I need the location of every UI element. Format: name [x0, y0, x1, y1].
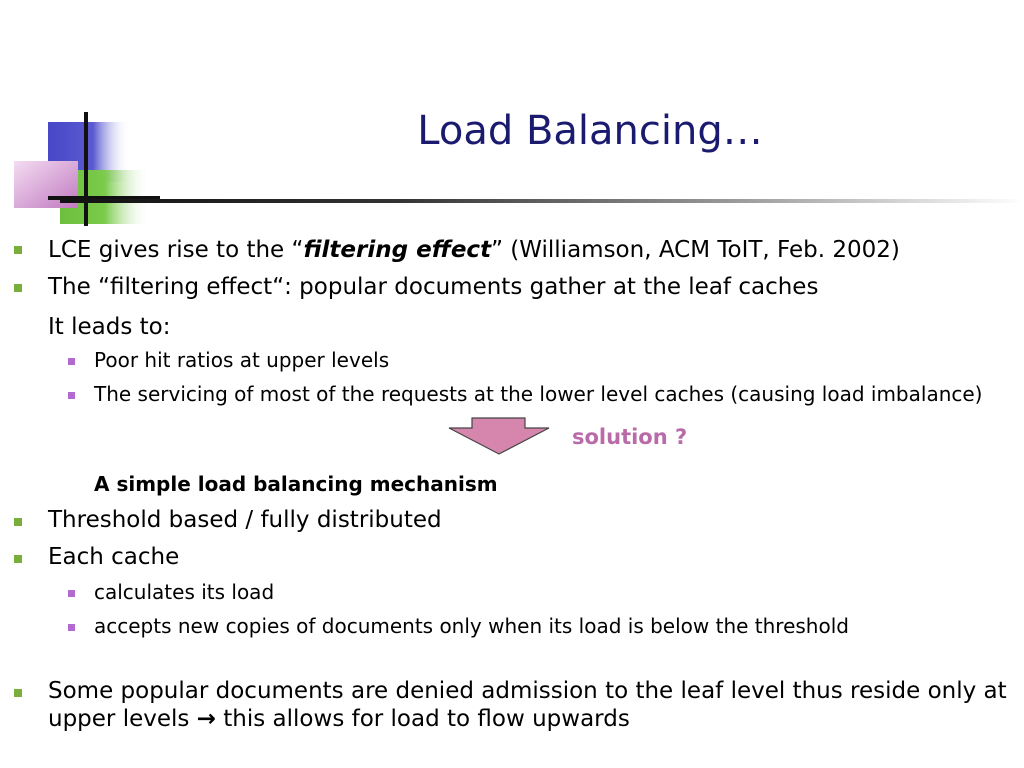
down-arrow-icon	[448, 417, 550, 455]
bullet-marker	[14, 284, 22, 292]
bullet-marker	[14, 555, 22, 563]
sub-bullet-calculates-load: calculates its load	[94, 580, 275, 604]
sub-bullet-marker	[68, 392, 75, 399]
bullet-text: ” (Williamson, ACM ToIT, Feb. 2002)	[491, 237, 900, 263]
bullet-continuation: It leads to:	[48, 314, 171, 340]
sub-bullet-marker	[68, 624, 75, 631]
sub-bullet-marker	[68, 358, 75, 365]
sub-bullet-marker	[68, 590, 75, 597]
bullet-text: LCE gives rise to the “	[48, 237, 304, 263]
right-arrow-icon: →	[196, 706, 216, 732]
filtering-effect-emphasis: filtering effect	[303, 237, 492, 263]
solution-label: solution ?	[572, 425, 688, 449]
slide-title: Load Balancing…	[417, 108, 763, 154]
bullet-text: Some popular documents are denied admission to the leaf level thus reside only at upper levels	[48, 678, 1007, 732]
bullet-marker	[14, 518, 22, 526]
sub-bullet-accepts-copies: accepts new copies of documents only when its load is below the threshold	[94, 614, 849, 638]
sub-bullet-servicing-requests: The servicing of most of the requests at the lower level caches (causing load imbalance)	[94, 382, 983, 406]
bullet-marker	[14, 689, 22, 697]
sub-bullet-poor-hit-ratios: Poor hit ratios at upper levels	[94, 348, 390, 372]
bullet-filtering-definition: The “filtering effect“: popular documents gather at the leaf caches	[48, 274, 819, 300]
bullet-each-cache: Each cache	[48, 544, 180, 570]
bullet-marker	[14, 246, 22, 254]
title-underline	[60, 199, 1024, 203]
bullet-popular-denied	[48, 677, 1013, 733]
mechanism-heading: A simple load balancing mechanism	[94, 472, 498, 496]
bullet-lce-filtering	[48, 236, 1008, 264]
bullet-threshold-based: Threshold based / fully distributed	[48, 507, 442, 533]
bullet-text: this allows for load to flow upwards	[215, 706, 630, 732]
color-squares-icon	[0, 0, 160, 240]
